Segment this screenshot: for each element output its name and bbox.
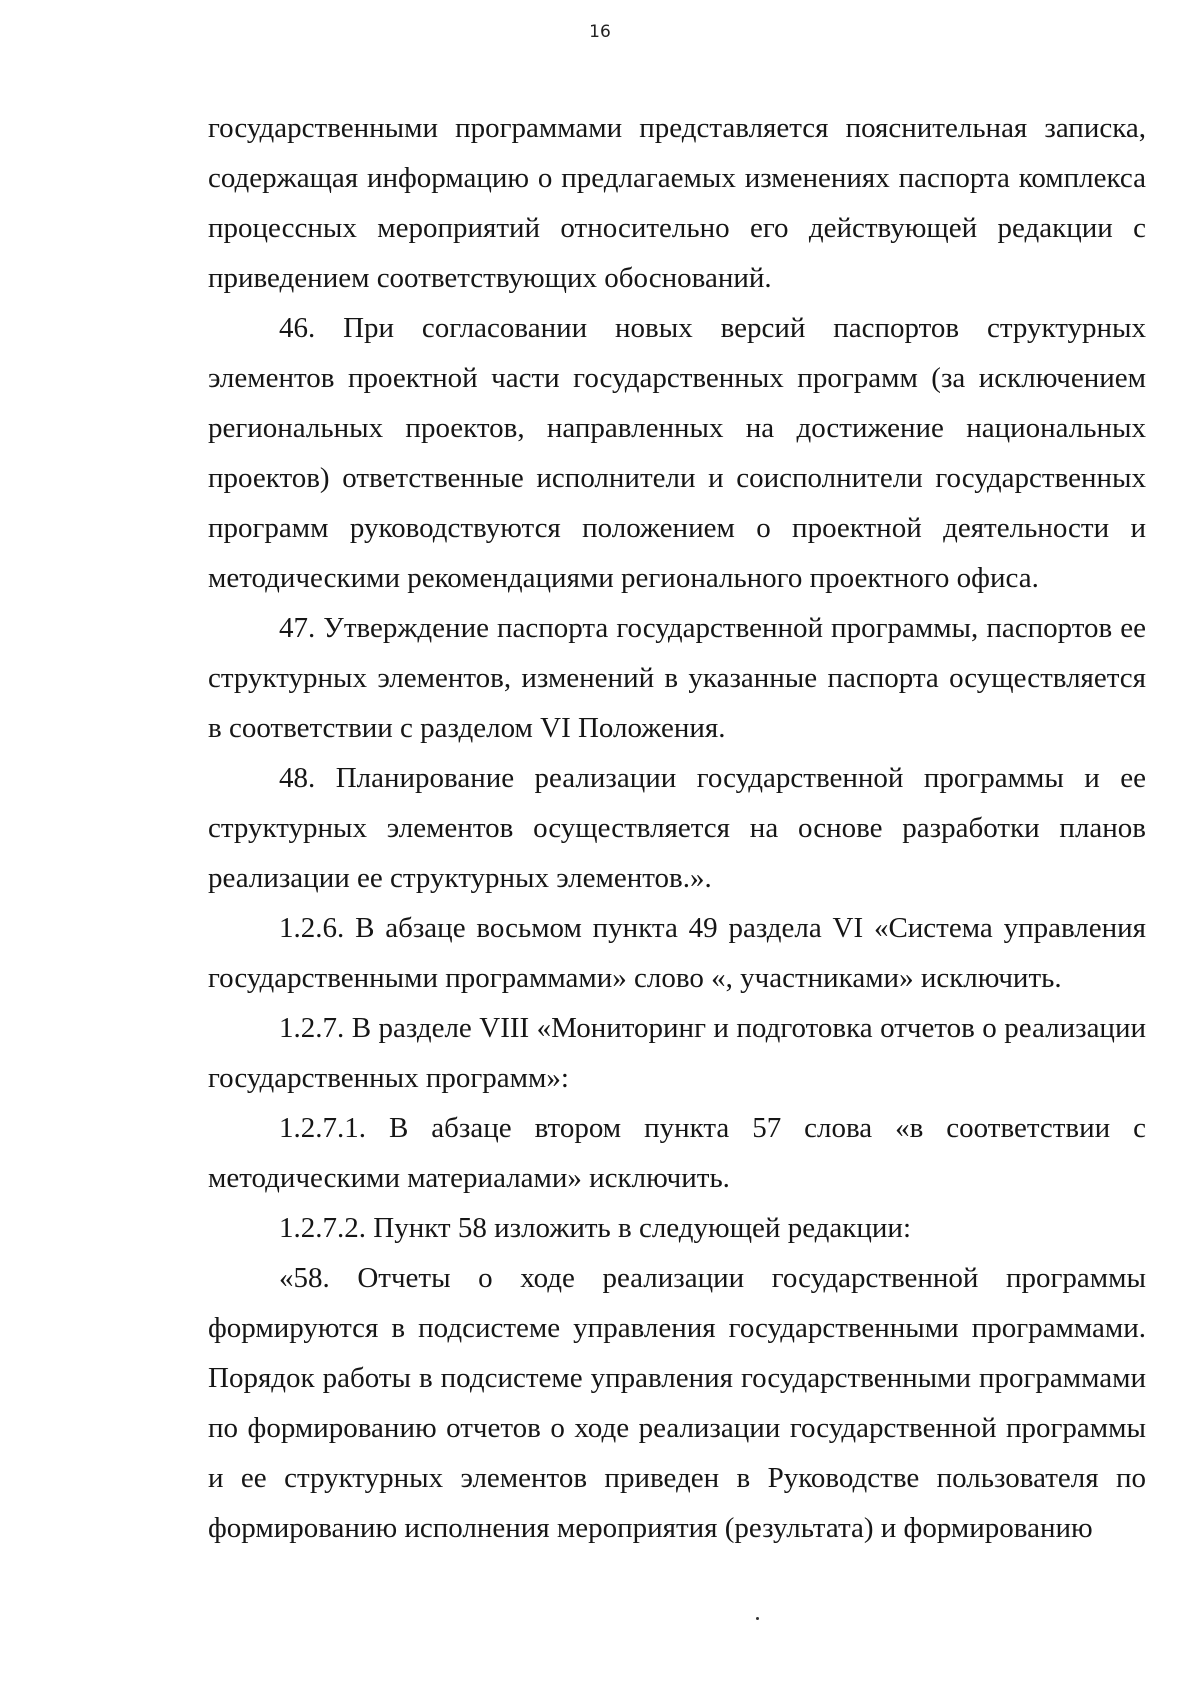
paragraph-item-47: 47. Утверждение паспорта государственной программы, паспортов ее структурных элементов, изменений в указанные паспорта осуществляется в соответствии с разделом VI Положения. (208, 612, 1146, 744)
paragraph-item-46: 46. При согласовании новых версий паспортов структурных элементов проектной части государственных программ (за исключением региональных проектов, направленных на достижение национальных проектов) ответственные исполнители и соисполнители государственных программ руководствуются положением о проектной деятельности и методическими рекомендациями регионального проектного офиса. (208, 312, 1146, 594)
document-body (208, 103, 1146, 1553)
paragraph-item-1-2-7-1: 1.2.7.1. В абзаце втором пункта 57 слова «в соответствии с методическими материалами» исключить. (208, 1112, 1146, 1194)
page-number: 16 (589, 22, 611, 42)
scan-speck (756, 1617, 759, 1620)
paragraph-continuation: государственными программами представляется пояснительная записка, содержащая информацию о предлагаемых изменениях паспорта комплекса процессных мероприятий относительно его действующей редакции с приведением соответствующих обоснований. (208, 112, 1146, 294)
paragraph-item-48: 48. Планирование реализации государственной программы и ее структурных элементов осуществляется на основе разработки планов реализации ее структурных элементов.». (208, 762, 1146, 894)
paragraph-item-1-2-6: 1.2.6. В абзаце восьмом пункта 49 раздела VI «Система управления государственными программами» слово «, участниками» исключить. (208, 912, 1146, 994)
paragraph-item-1-2-7: 1.2.7. В разделе VIII «Мониторинг и подготовка отчетов о реализации государственных программ»: (208, 1012, 1146, 1094)
paragraph-item-1-2-7-2: 1.2.7.2. Пункт 58 изложить в следующей редакции: (279, 1212, 912, 1244)
paragraph-item-58-quote: «58. Отчеты о ходе реализации государственной программы формируются в подсистеме управления государственными программами. Порядок работы в подсистеме управления государственными программами по формированию отчетов о ходе реализации государственной программы и ее структурных элементов приведен в Руководстве пользователя по формированию исполнения мероприятия (результата) и формированию (208, 1262, 1146, 1544)
